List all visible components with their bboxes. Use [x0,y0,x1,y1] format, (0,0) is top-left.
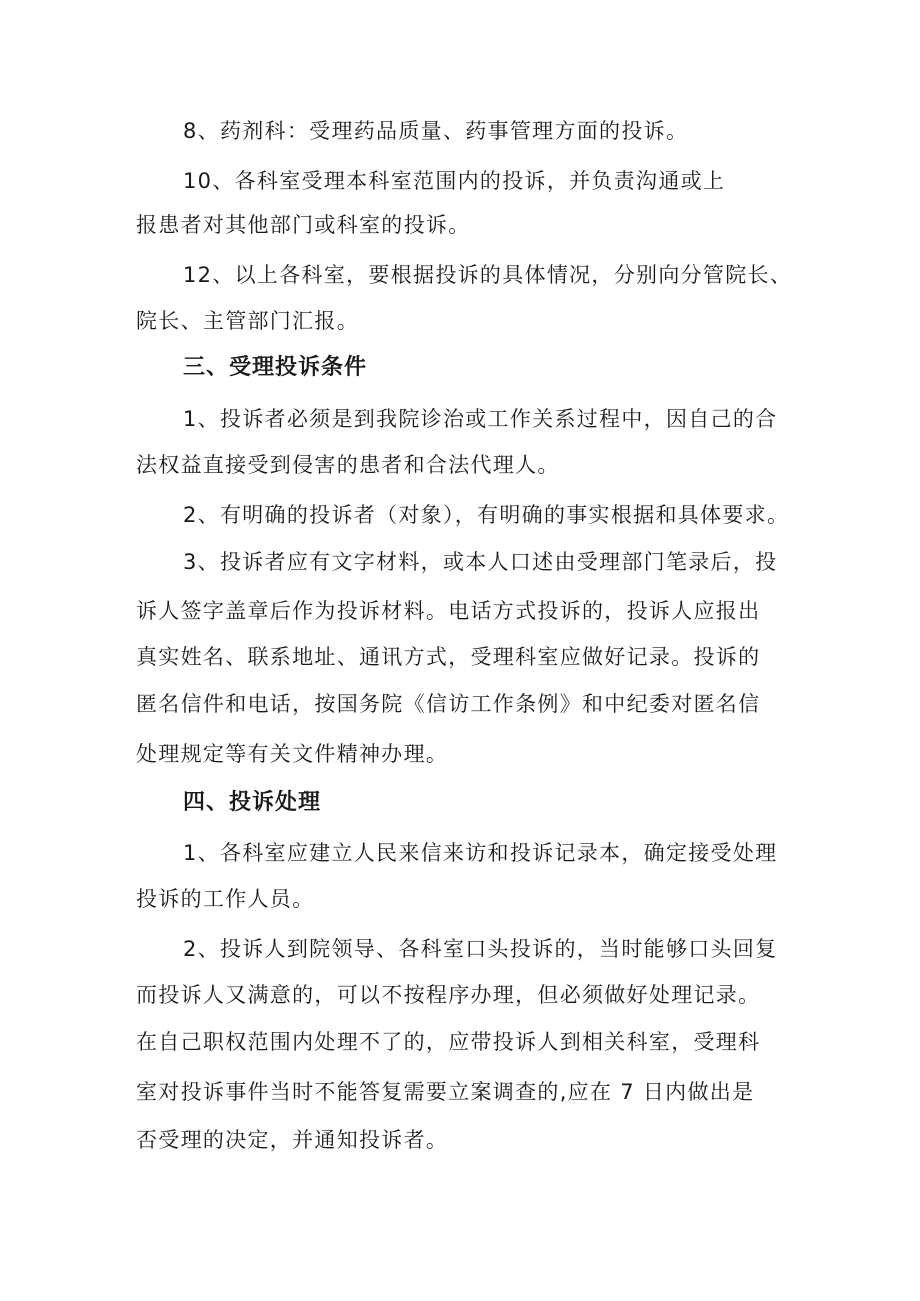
section-4-p2-line-3: 在自己职权范围内处理不了的，应带投诉人到相关科室，受理科 [136,1030,761,1054]
section-3-p3-line-2: 诉人签字盖章后作为投诉材料。电话方式投诉的，投诉人应报出 [136,599,761,623]
item-8-line-1: 8、药剂科：受理药品质量、药事管理方面的投诉。 [183,119,689,143]
section-3-p3-line-1: 3、投诉者应有文字材料，或本人口述由受理部门笔录后，投 [183,550,778,574]
section-3-p2-line-1: 2、有明确的投诉者（对象），有明确的事实根据和具体要求。 [183,503,790,527]
section-4-heading: 四、投诉处理 [183,790,322,815]
section-4-p2-line-2: 而投诉人又满意的，可以不按程序办理，但必须做好处理记录。 [136,983,761,1007]
section-3-p3-line-5: 处理规定等有关文件精神办理。 [136,742,449,766]
section-3-p1-line-2: 法权益直接受到侵害的患者和合法代理人。 [136,453,560,477]
section-4-p2-line-4: 室对投诉事件当时不能答复需要立案调查的,应在 7 日内做出是 [136,1080,755,1104]
section-4-p2-line-1: 2、投诉人到院领导、各科室口头投诉的，当时能够口头回复 [183,937,778,961]
section-4-p2-line-5: 否受理的决定，并通知投诉者。 [136,1128,449,1152]
item-12-line-2: 院长、主管部门汇报。 [136,309,359,333]
item-10-line-2: 报患者对其他部门或科室的投诉。 [136,213,471,237]
section-3-heading: 三、受理投诉条件 [183,355,368,380]
section-3-p1-line-1: 1、投诉者必须是到我院诊治或工作关系过程中，因自己的合 [183,407,778,431]
section-4-p1-line-1: 1、各科室应建立人民来信来访和投诉记录本，确定接受处理 [183,841,778,865]
section-3-p3-line-4: 匿名信件和电话，按国务院《信访工作条例》和中纪委对匿名信 [136,692,761,716]
section-3-p3-line-3: 真实姓名、联系地址、通讯方式，受理科室应做好记录。投诉的 [136,645,761,669]
item-10-line-1: 10、各科室受理本科室范围内的投诉，并负责沟通或上 [183,169,726,193]
section-4-p1-line-2: 投诉的工作人员。 [136,887,315,911]
item-12-line-1: 12、以上各科室，要根据投诉的具体情况，分别向分管院长、 [183,263,793,287]
